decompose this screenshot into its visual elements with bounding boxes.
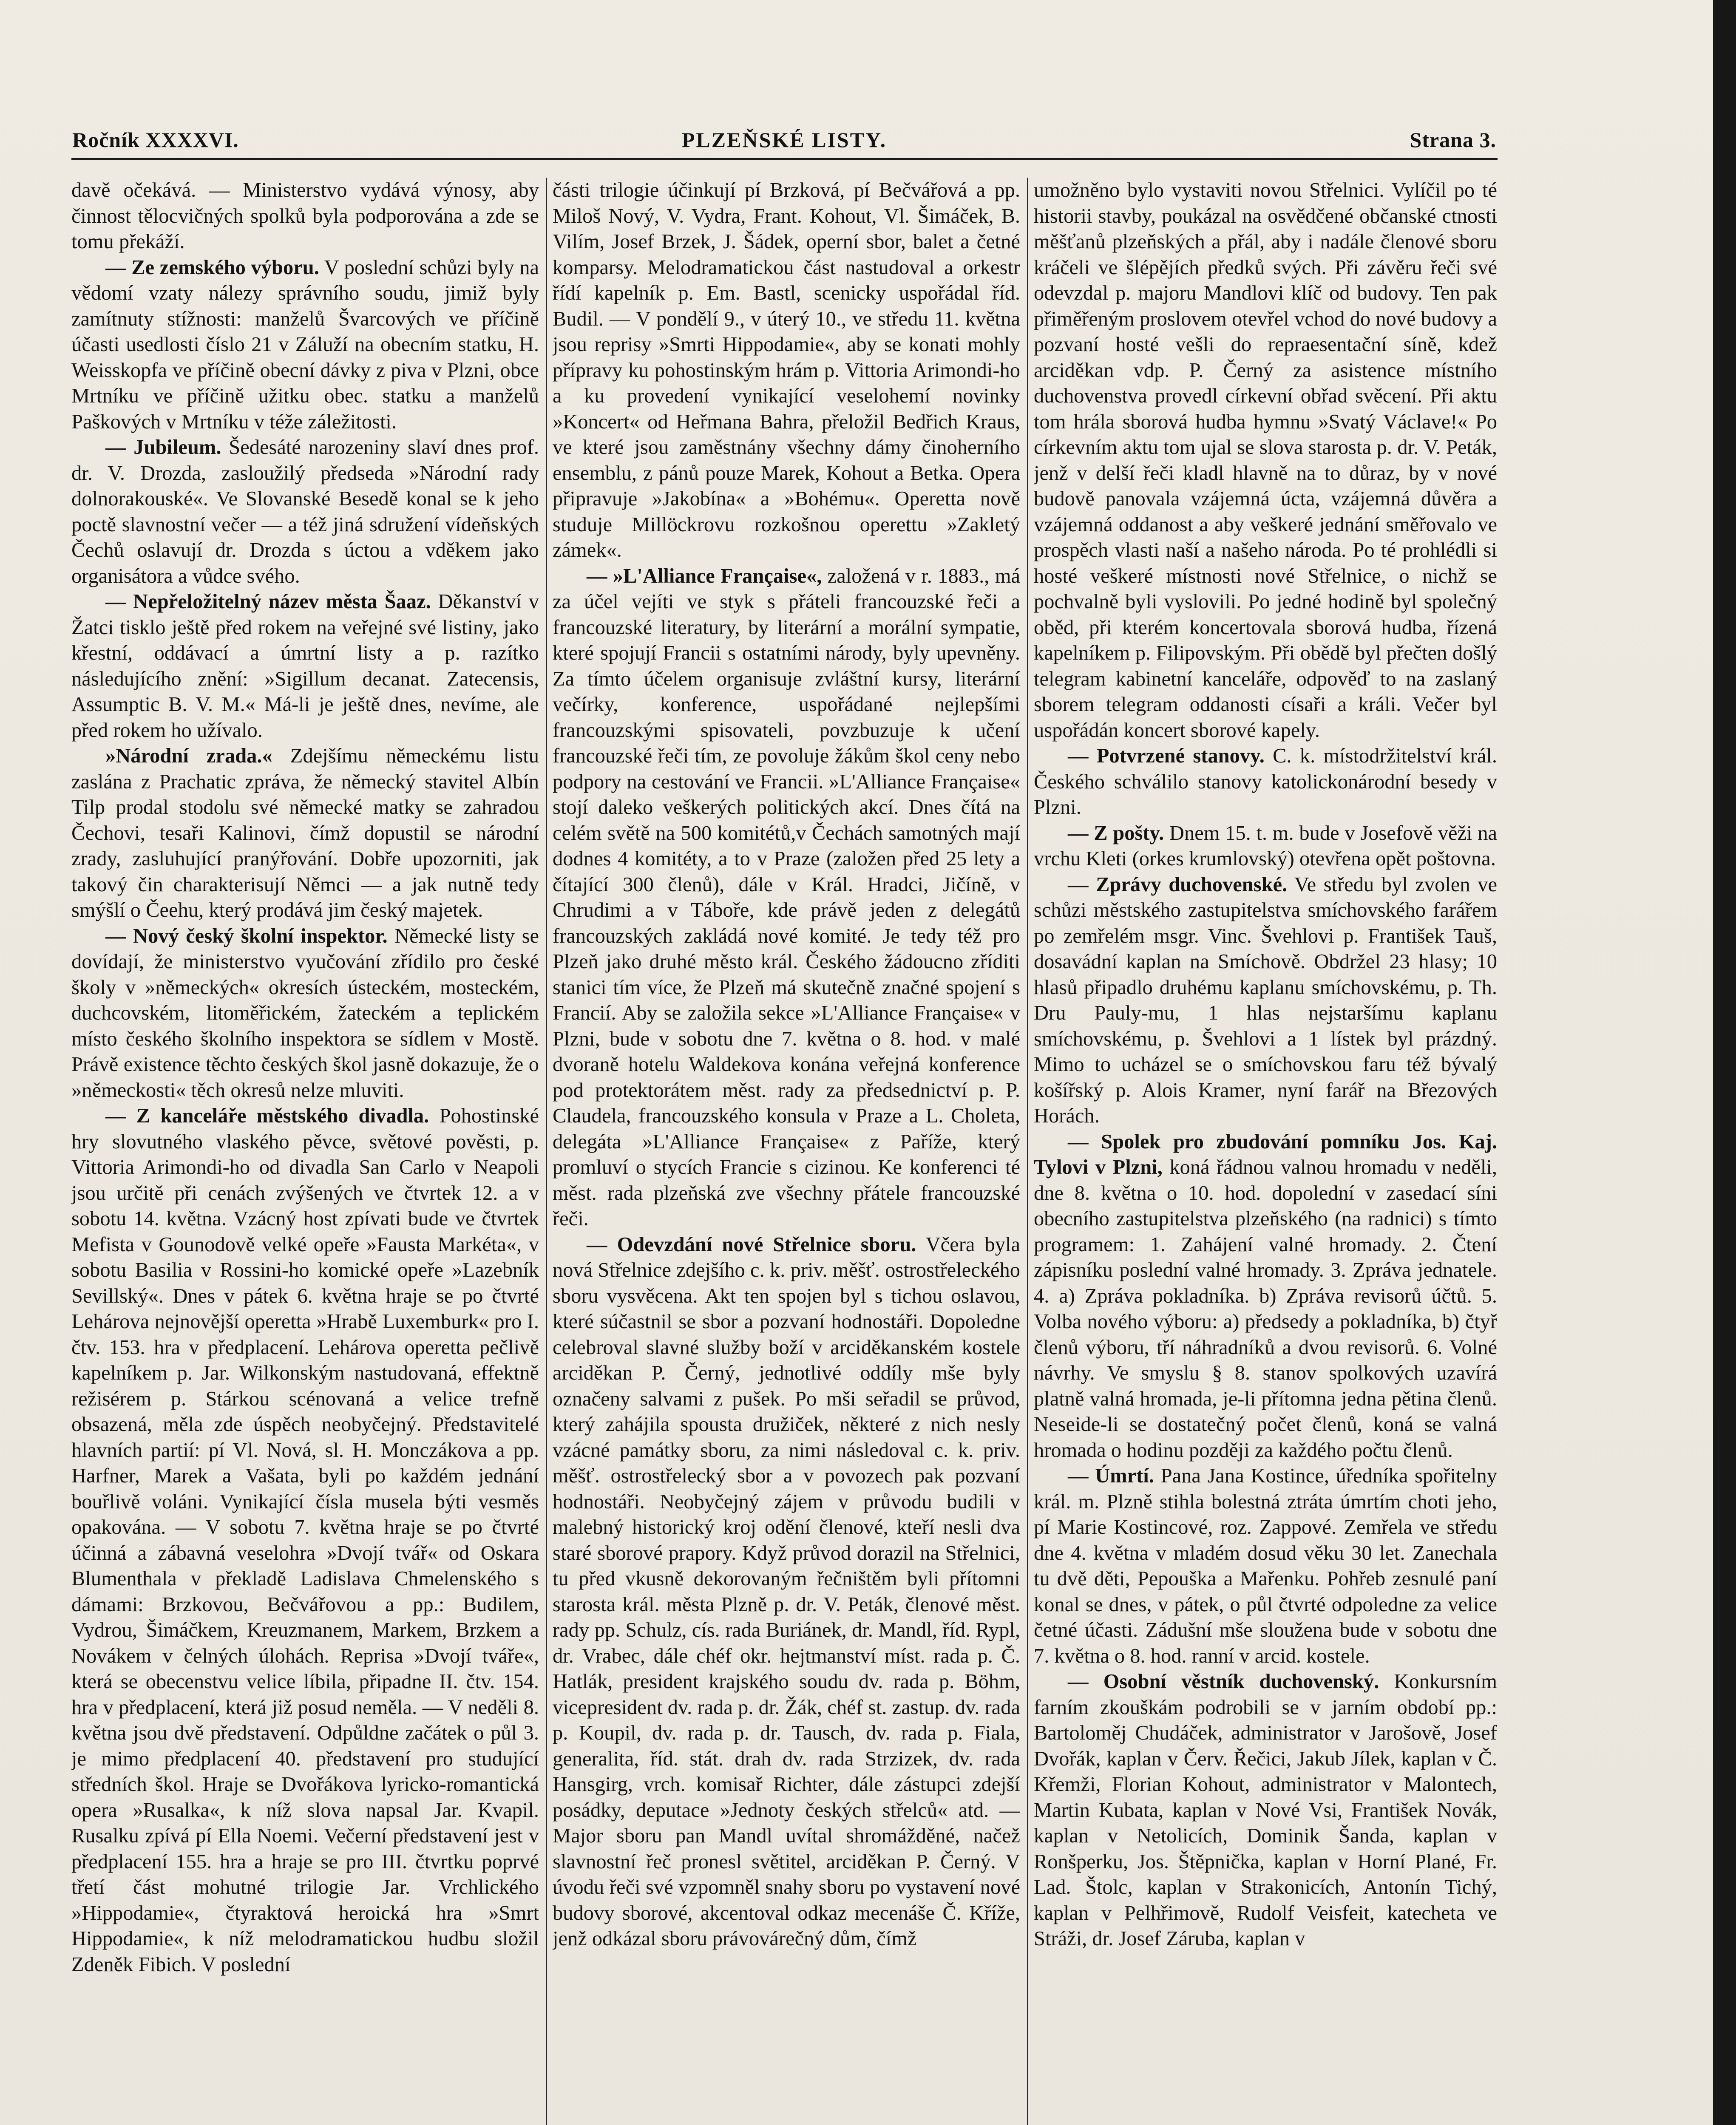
page-header: [72, 128, 1496, 162]
news-heading: — Jubileum.: [105, 436, 221, 459]
news-heading: — Spolek pro zbudování pomníku Jos. Kaj. Tylovi v Plzni,: [1034, 1130, 1497, 1179]
news-item: [553, 1232, 1020, 1952]
column-divider-1: [546, 178, 547, 2125]
news-heading: — »L'Alliance Française«,: [587, 564, 822, 587]
news-body: části trilogie účinkují pí Brzková, pí Bečvářová a pp. Miloš Nový, V. Vydra, Frant. Kohout, Vl. Šimáček, B. Vilím, Josef Brzek, J. Šádek, operní sbor, balet a četné komparsy. Melodramatickou část nastudoval a orkestr řídí kapelník p. Em. Bastl, scenicky uspořádal říd. Budil. — V pondělí 9., v úterý 10., ve středu 11. května jsou reprisy »Smrti Hippodamie«, aby se konati mohly přípravy ku pohostinským hrám p. Vittoria Arimondi-ho a ku provedení vynikající veselohemí novinky »Koncert« od Heřmana Bahra, přeložil Bedřich Kraus, ve které jsou zaměstnány všechny dámy činoherního ensemblu, z pánů pouze Marek, Kohout a Betka. Opera připravuje »Jakobína« a »Bohému«. Operetta nově studuje Millöckrovu rozkošnou operettu »Zakletý zámek«.: [553, 179, 1020, 561]
scan-border-right: [1713, 0, 1736, 2125]
news-body: Dnem 15. t. m. bude v Josefově věži na vrchu Kleti (orkes krumlovský) otevřena opět poštovna.: [1034, 822, 1497, 870]
article-text: [1034, 178, 1497, 743]
news-body: založená v r. 1883., má za účel vejíti ve styk s přáteli francouzské řeči a francouzské literatury, by literární a morální sympatie, které spojují Francii s ostatními národy, byly upevněny. Za tímto účelem organisuje zvláštní kursy, literární večírky, konference, uspořádané nejlepšími francouzskými spisovateli, povzbuzuje k učení francouzské řeči tím, ze povoluje žákům škol ceny nebo podpory na cestování ve Francii. »L'Alliance Française« stojí daleko veškerých politických akcí. Dnes čítá na celém světě na 500 komitétů,v Čechách samotných mají dodnes 4 komitéty, a to v Praze (založen před 25 lety a čítající 300 členů), dále v Král. Hradci, Jičíně, v Chrudimi a v Táboře, kde právě jeden z delegátů francouzských zakládá nové komité. Je tedy též pro Plzeň jako druhé město král. Českého žádoucno zříditi stanici tím více, že Plzeň má skutečně značné spojení s Francií. Aby se založila sekce »L'Alliance Française« v Plzni, bude v sobotu dne 7. května o 8. hod. v malé dvoraně hotelu Waldekova konána veřejná konference pod protektorátem měst. rady za předsednictví p. P. Claudela, francouzského konsula v Praze a L. Choleta, delegáta »L'Alliance Française« z Paříže, který promluví o stycích Francie s cizinou. Ke konferenci té měst. rada plzeňská zve všechny přátele francouzské řeči.: [553, 564, 1020, 1230]
column-2: [553, 178, 1020, 2125]
news-item: [1034, 743, 1497, 821]
news-item: [71, 743, 539, 924]
article-text: [71, 178, 539, 255]
news-item: [1034, 1669, 1497, 1952]
news-heading: — Potvrzené stanovy.: [1068, 745, 1265, 767]
news-item: [1034, 821, 1497, 872]
news-body: V poslední schůzi byly na vědomí vzaty nálezy správního soudu, jimiž byly zamítnuty stížnosti: manželů Švarcových ve příčině účasti usedlosti číslo 21 v Záluží na obecním statku, H. Weisskopfa ve příčině obecní dávky z piva v Plzni, obce Mrtníku ve příčině užitku obec. statku a manželů Paškových v Mrtníku v téže záležitosti.: [71, 256, 539, 433]
news-body: Děkanství v Žatci tisklo ještě před rokem na veřejné své listiny, jako křestní, oddávací a úmrtní listy a p. razítko následujícího znění: »Sigillum decanat. Zatecensis, Assumptic B. V. M.« Má-li je ještě dnes, nevíme, ale před rokem ho užívalo.: [71, 590, 539, 742]
news-heading: — Ze zemského výboru.: [105, 256, 319, 279]
news-body: Ve středu byl zvolen ve schůzi městského zastupitelstva smíchovského farářem po zemřelém msgr. Vinc. Švehlovi p. František Tauš, dosavádní kaplan na Smíchově. Obdržel 23 hlasy; 10 hlasů připadlo druhému kaplanu smíchovskému, p. Th. Dru Pauly-mu, 1 hlas nejstaršímu kaplanu smíchovskému, p. Švehlovi a 1 lístek byl prázdný. Mimo to ucházel se o smíchovskou faru též bývalý košířský p. Alois Kramer, nyní farář na Březových Horách.: [1034, 873, 1497, 1127]
masthead-title: PLZEŇSKÉ LISTY.: [681, 128, 887, 152]
news-heading: »Národní zrada.«: [105, 745, 272, 767]
news-body: Zdejšímu německému listu zaslána z Prachatic zpráva, že německý stavitel Albín Tilp prodal stodolu své německé matky se zahradou Čechovi, tesaři Kalinovi, čímž dopustil se národní zrady, zasluhující pranýřování. Dobře upozorniti, jak takový čin charakterisují Němci — a jak nutně tedy smýšlí o Čeehu, který prodává jim český majetek.: [71, 745, 539, 921]
news-body: Konkursním farním zkouškám podrobili se v jarním období pp.: Bartoloměj Chudáček, administrator v Jarošově, Josef Dvořák, kaplan v Červ. Řečici, Jakub Jílek, kaplan v Č. Křemži, Florian Kohout, administrator v Malontech, Martin Kubata, kaplan v Nové Vsi, František Novák, kaplan v Netolicích, Dominik Šanda, kaplan v Ronšperku, Jos. Štěpnička, kaplan v Horní Plané, Fr. Lad. Štolc, kaplan v Strakonicích, Antonín Tichý, kaplan v Pelhřimově, Rudolf Veisfeit, katecheta ve Stráži, dr. Josef Záruba, kaplan v: [1034, 1670, 1497, 1950]
news-body: Šedesáté narozeniny slaví dnes prof. dr. V. Drozda, zasloužilý předseda »Národní rady dolnorakouské«. Ve Slovanské Besedě konal se k jeho poctě slavnostní večer — a též jiná sdružení vídeňských Čechů oslavují dr. Drozda s úctou a vděkem jako organisátora a vůdce svého.: [71, 436, 539, 587]
news-item: [1034, 1129, 1497, 1464]
news-heading: — Z kanceláře městského divadla.: [105, 1105, 429, 1127]
news-item: [71, 589, 539, 743]
news-item: [1034, 872, 1497, 1129]
news-item: [553, 564, 1020, 1232]
column-3: [1034, 178, 1497, 2125]
article-text: [553, 178, 1020, 564]
column-1: [71, 178, 539, 2125]
news-heading: — Zprávy duchovenské.: [1068, 873, 1288, 896]
news-body: Pohostinské hry slovutného vlaského pěvce, světové pověsti, p. Vittoria Arimondi-ho od divadla San Carlo v Neapoli jsou určitě při cenách zvýšených ve čtvrtek 12. a v sobotu 14. května. Vzácný host zpívati bude ve čtvrtek Mefista v Gounodově velké opeře »Fausta Markéta«, v sobotu Basilia v Rossini-ho komické opeře »Lazebník Sevillský«. Dnes v pátek 6. května hraje se po čtvrté Lehárova nejnovější operetta »Hrabě Luxemburk« pro I. čtv. 153. hra v předplacení. Lehárova operetta pečlivě kapelníkem p. Jar. Wilkonským nastudovaná, effektně režisérem p. Stárkou scénovaná a velice trefně obsazená, měla zde úspěch neobyčejný. Představitelé hlavních partií: pí Vl. Nová, sl. H. Monczákova a pp. Harfner, Marek a Vašata, byli po každém jednání bouřlivě voláni. Vynikající čísla musela býti vesměs opakována. — V sobotu 7. května hraje se po čtvrté účinná a zábavná veselohra »Dvojí tvář« od Oskara Blumenthala v překladě Ladislava Chmelenského s dámami: Brzkovou, Bečvářovou a pp.: Budilem, Vydrou, Šimáčkem, Kreuzmanem, Markem, Brzkem a Novákem v čelných úlohách. Reprisa »Dvojí tváře«, která se obecenstvu velice líbila, připadne II. čtv. 154. hra v předplacení, která již posud neměla. — V neděli 8. května jsou dvě představení. Odpůldne začátek o půl 3. je mimo předplacení 40. představení pro studující středních škol. Hraje se Dvořákova lyricko-romantická opera »Rusalka«, k níž slova napsal Jar. Kvapil. Rusalku zpívá pí Ella Noemi. Večerní představení jest v předplacení 155. hra a hraje se pro III. čtvrtku poprvé třetí část mohutné trilogie Jar. Vrchlického »Hippodamie«, čtyraktová heroická hra »Smrt Hippodamie«, k níž melodramatickou hudbu složil Zdeněk Fibich. V poslední: [71, 1105, 539, 1976]
news-item: [71, 435, 539, 589]
column-divider-2: [1027, 178, 1028, 2125]
news-heading: — Nepřeložitelný název města Šaaz.: [105, 590, 431, 613]
volume-label: Ročník XXXXVI.: [72, 128, 239, 152]
news-body: Německé listy se dovídají, že ministerstvo vyučování zřídilo pro české školy v »německých« okresích ústeckém, mosteckém, duchcovském, litoměřickém, žateckém a teplickém místo českého školního inspektora se sídlem v Mostě. Právě existence těchto českých škol jasně dokazuje, že o »německosti« těch okresů nelze mluviti.: [71, 924, 539, 1102]
news-body: Včera byla nová Střelnice zdejšího c. k. priv. měšť. ostrostřeleckého sboru vysvěcena. Akt ten spojen byl s tichou oslavou, které súčastnil se sbor a pozvaní hodnostáři. Dopoledne celebroval slavné služby boží v arciděkanském kostele arciděkan P. Černý, jednotlivé oddíly mše byly označeny salvami z pušek. Po mši seřadil se průvod, který zahájila spousta družiček, některé z nich nesly vzácné památky sboru, za nimi následoval c. k. priv. měšť. ostrostřelecký sbor a v povozech pak pozvaní hodnostáři. Neobyčejný zájem v průvodu budili v malebný historický kroj odění členové, kteří nesli dva staré sborové prapory. Když průvod dorazil na Střelnici, tu před vkusně dekorovaným řečništěm byli přítomni starosta král. města Plzně p. dr. V. Peták, členové měst. rady pp. Schulz, cís. rada Buriánek, dr. Mandl, říd. Rypl, dr. Vrabec, dále chéf okr. hejtmanství míst. rada p. Č. Hatlák, president krajského soudu dv. rada p. Böhm, vicepresident dv. rada p. dr. Žák, chéf st. zastup. dv. rada p. Koupil, dv. rada p. dr. Tausch, dv. rada p. Fiala, generalita, říd. stát. drah dv. rada Strzizek, dv. rada Hansgirg, vrch. komisař Richter, dále zástupci zdejší posádky, deputace »Jednoty českých střelců« atd. — Major sboru pan Mandl uvítal shromážděné, načež slavnostní řeč pronesl světitel, arciděkan P. Černý. V úvodu řeči své vzpomněl snahy sboru po vystavení nové budovy sborové, akcentoval odkaz mecenáše Č. Kříže, jenž odkázal sboru právovárečný dům, čímž: [553, 1233, 1020, 1950]
news-body: umožněno bylo vystaviti novou Střelnici. Vylíčil po té historii stavby, poukázal na osvědčené občanské ctnosti měšťanů plzeňských a přál, aby i nadále členové sboru kráčeli ve šlépějích předků svých. Při závěru řeči své odevzdal p. majoru Mandlovi klíč od budovy. Ten pak přiměřeným proslovem otevřel vchod do nové budovy a pozvaní hosté vešli do repraesentační síně, kdež arciděkan vdp. P. Černý za asistence místního duchovenstva provedl církevní obřad svěcení. Při aktu tom hrála sborová hudba hymnu »Svatý Václave!« Po církevním aktu tom ujal se slova starosta p. dr. V. Peták, jenž v delší řeči kladl hlavně na to důraz, by v nové budově panovala vzájemná úcta, vzájemná důvěra a vzájemná oddanost a aby veškeré jednání směřovalo ve prospěch vlasti naší a našeho národa. Po té prohlédli si hosté veškeré místnosti nové Střelnice, o nichž se pochvalně byli vyslovili. Po jedné hodině byl společný oběd, při kterém koncertovala sborová hudba, řízená kapelníkem p. Filipovským. Při obědě byl přečten došlý telegram kabinetní kanceláře, odpověď to na zaslaný sborem telegram oddanosti císaři a králi. Večer byl uspořádán koncert sborové kapely.: [1034, 179, 1497, 742]
news-heading: — Osobní věstník duchovenský.: [1068, 1670, 1379, 1693]
news-heading: — Úmrtí.: [1068, 1465, 1154, 1487]
news-item: [1034, 1463, 1497, 1669]
news-body: davě očekává. — Ministerstvo vydává výnosy, aby činnost tělocvičných spolků byla podporována a zde se tomu překáží.: [71, 179, 539, 253]
news-body: koná řádnou valnou hromadu v neděli, dne 8. května o 10. hod. dopolední v zasedací síni obecního zastupitelstva plzeňského (na radnici) s tímto programem: 1. Zahájení valné hromady. 2. Čtení zápisníku poslední valné hromady. 3. Zpráva jednatele. 4. a) Zpráva pokladníka. b) Zpráva revisorů účtů. 5. Volba nového výboru: a) předsedy a pokladníka, b) čtyř členů výboru, tří náhradníků a dvou revisorů. 6. Volné návrhy. Ve smyslu § 8. stanov spolkových uzavírá platně valná hromada, je-li přítomna jedna pětina členů. Neseide-li se dostatečný počet členů, koná se valná hromada o hodinu později za každého počtu členů.: [1034, 1156, 1497, 1462]
page-number: Strana 3.: [1410, 128, 1496, 152]
news-heading: — Nový český školní inspektor.: [105, 924, 388, 947]
news-item: [71, 255, 539, 435]
header-rule: [71, 158, 1498, 160]
news-body: Pana Jana Kostince, úředníka spořitelny král. m. Plzně stihla bolestná ztráta úmrtím choti jeho, pí Marie Kostincové, roz. Zappové. Zemřela ve středu dne 4. května v mladém dosud věku 30 let. Zanechala tu dvě děti, Pepouška a Mařenku. Pohřeb zesnulé paní konal se dnes, v pátek, o půl čtvrté odpoledne za velice četné účasti. Zádušní mše slouženа bude v sobotu dne 7. května o 8. hod. ranní v arcid. kostele.: [1034, 1465, 1497, 1667]
news-item: [71, 924, 539, 1104]
news-item: [71, 1103, 539, 1978]
news-body: C. k. místodržitelství král. Českého schválilo stanovy katolickonárodní besedy v Plzni.: [1034, 745, 1497, 819]
news-heading: — Odevzdání nové Střelnice sboru.: [587, 1233, 916, 1256]
news-heading: — Z pošty.: [1068, 822, 1164, 844]
